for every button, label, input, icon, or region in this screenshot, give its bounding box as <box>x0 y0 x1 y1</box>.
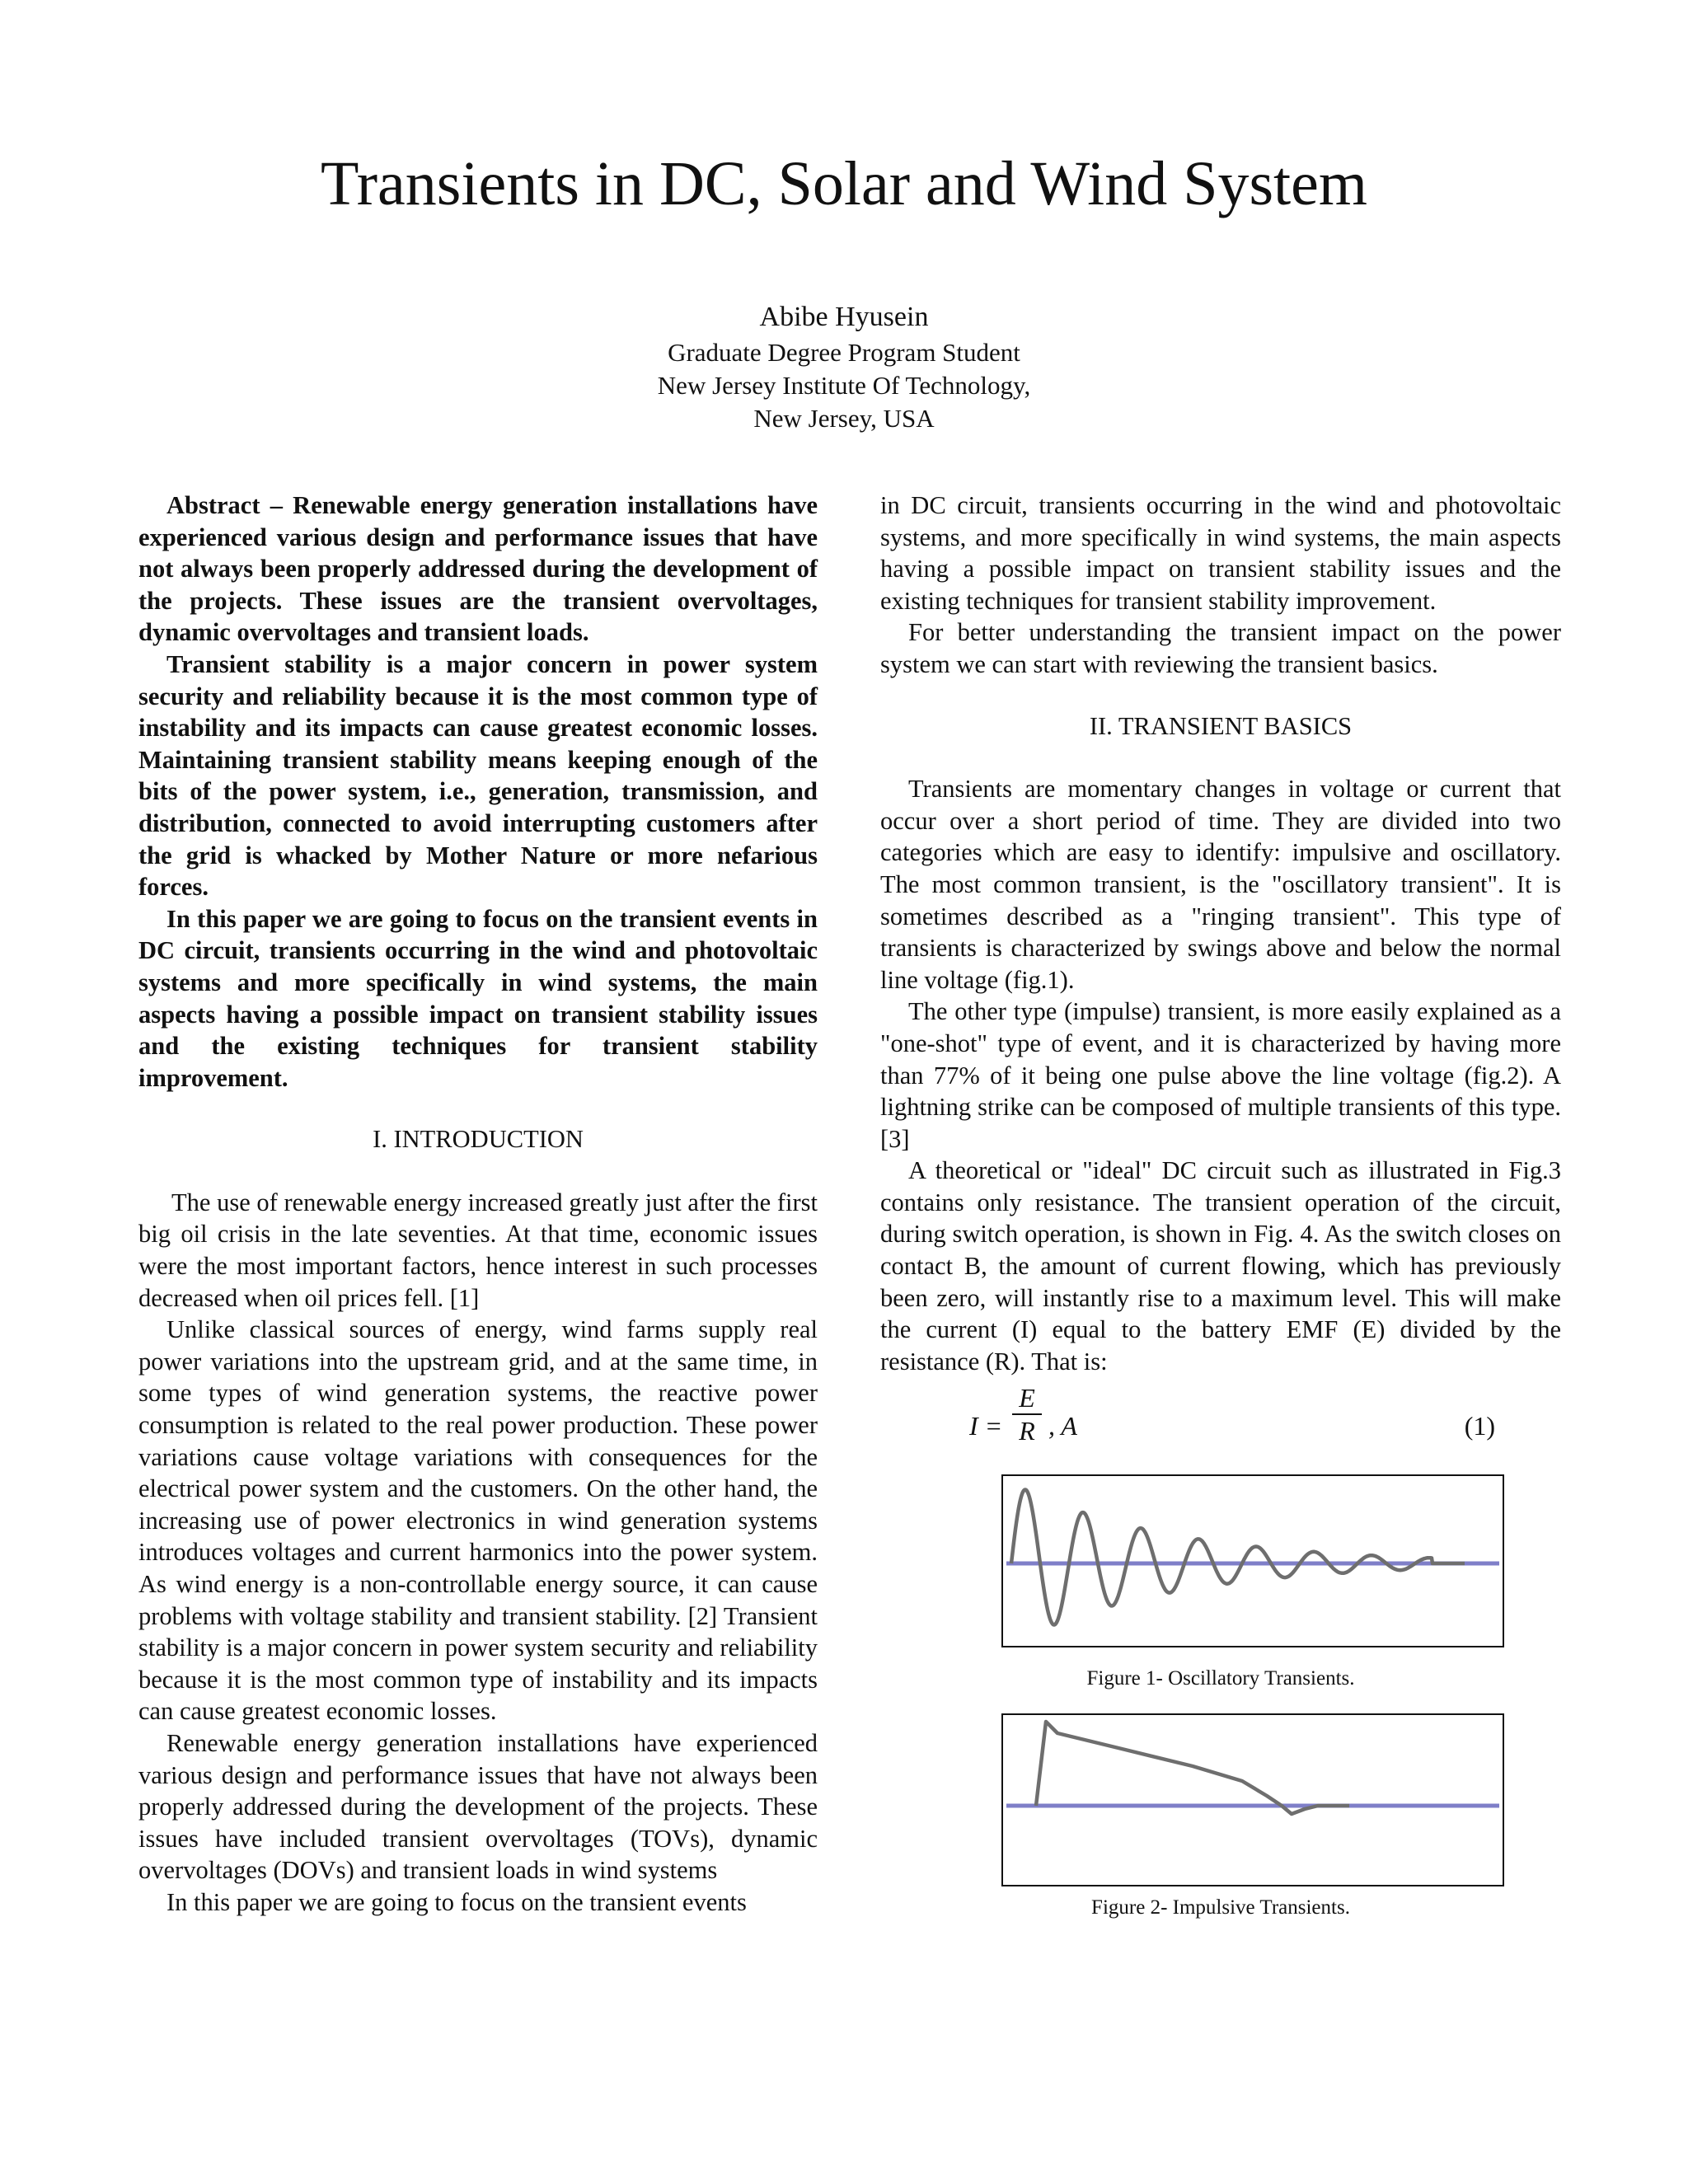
section-heading-introduction: I. INTRODUCTION <box>373 1125 584 1154</box>
body-paragraph: For better understanding the transient impact on the power system we can start with reviewing the transient basics. <box>880 618 1561 678</box>
body-paragraph: in DC circuit, transients occurring in the wind and photovoltaic systems, and more specifically in wind systems, the main aspects having a possible impact on transient stability issues and the existing techniques for transient stability improvement. <box>880 491 1561 615</box>
impulsive-transient-plot <box>1003 1715 1503 1885</box>
left-column <box>138 490 818 1919</box>
author-block <box>0 298 1688 435</box>
impulsive-waveform <box>1036 1722 1349 1814</box>
intro-paragraph: Unlike classical sources of energy, wind farms supply real power variations into the upstream grid, and at the same time, in some types of wind generation systems, the reactive power consumption is related to the real power production. These power variations cause voltage variations with consequences for the electrical power system and the customers. On the other hand, the increasing use of power electronics in wind generation systems introduces voltages and current harmonics into the power system. As wind energy is a non-controllable energy source, it can cause problems with voltage stability and transient stability. [2] Transient stability is a major concern in power system security and reliability because it is the most common type of instability and its impacts can cause greatest economic losses. <box>138 1315 818 1726</box>
abstract-paragraph: Transient stability is a major concern in power system security and reliability because it is the most common type of instability and its impacts can cause greatest economic losses. Maintaining transient stability means keeping enough of the bits of the power system, i.e., generation, transmission, and distribution, connected to avoid interrupting customers after the grid is whacked by Mother Nature or more nefarious forces. <box>138 649 818 902</box>
figure-2-caption: Figure 2- Impulsive Transients. <box>1091 1896 1350 1919</box>
basics-paragraph: The other type (impulse) transient, is more easily explained as a "one-shot" type of event, and it is characterized by having more than 77% of it being one pulse above the line voltage (fig.2). A lightning strike can be composed of multiple transients of this type. [3] <box>880 997 1561 1153</box>
author-affiliation-line: Graduate Degree Program Student <box>668 338 1020 367</box>
figure-1-oscillatory <box>1001 1474 1504 1647</box>
intro-paragraph: In this paper we are going to focus on the transient events <box>166 1887 747 1916</box>
figure-2-impulsive <box>1001 1713 1504 1886</box>
equation-number: (1) <box>1464 1411 1495 1441</box>
section-heading-transient-basics: II. TRANSIENT BASICS <box>1089 711 1353 740</box>
right-column <box>880 490 1561 1943</box>
oscillatory-transient-plot <box>1003 1476 1503 1646</box>
author-affiliation-line: New Jersey, USA <box>753 404 935 433</box>
intro-paragraph: Renewable energy generation installations have experienced various design and performance issues that have not always been properly addressed during the development of the projects. These issues have included transient overvoltages (TOVs), dynamic overvoltages (DOVs) and transient loads in wind systems <box>138 1728 818 1885</box>
equation-denominator: R <box>1019 1416 1035 1446</box>
equation-unit: , A <box>1048 1411 1077 1441</box>
author-name: Abibe Hyusein <box>759 302 929 332</box>
basics-paragraph: A theoretical or "ideal" DC circuit such as illustrated in Fig.3 contains only resistance. The transient operation of the circuit, during switch operation, is shown in Fig. 4. As the switch closes on contact B, the amount of current flowing, which has previously been zero, will instantly rise to a maximum level. This will make the current (I) equal to the battery EMF (E) divided by the resistance (R). That is: <box>880 1156 1561 1376</box>
paper-title: Transients in DC, Solar and Wind System <box>321 149 1367 218</box>
abstract-paragraph: Abstract – Renewable energy generation installations have experienced various design and performance issues that have not always been properly addressed during the development of the projects. These issues are the transient overvoltages, dynamic overvoltages and transient loads. <box>138 491 818 647</box>
oscillatory-waveform <box>1011 1490 1465 1625</box>
equation-numerator: E <box>1019 1383 1035 1413</box>
author-affiliation-line: New Jersey Institute Of Technology, <box>657 371 1031 400</box>
abstract-paragraph: In this paper we are going to focus on the transient events in DC circuit, transients occurring in the wind and photovoltaic systems and more specifically in wind systems, the main aspects having a possible impact on transient stability issues and the existing techniques for transient stability improvement. <box>138 904 818 1092</box>
figure-1-caption: Figure 1- Oscillatory Transients. <box>1086 1667 1355 1690</box>
basics-paragraph: Transients are momentary changes in voltage or current that occur over a short period of time. They are divided into two categories which are easy to identify: impulsive and oscillatory. The most common transient, is the "oscillatory transient". It is sometimes described as a "ringing transient". This type of transients is characterized by swings above and below the normal line voltage (fig.1). <box>880 775 1561 994</box>
equation-fraction <box>1009 1382 1045 1446</box>
intro-paragraph: The use of renewable energy increased greatly just after the first big oil crisis in the late seventies. At that time, economic issues were the most important factors, hence interest in such processes decreased when oil prices fell. [1] <box>138 1188 818 1312</box>
equation-1 <box>880 1380 1561 1471</box>
equation-lhs: I = <box>969 1411 1003 1441</box>
